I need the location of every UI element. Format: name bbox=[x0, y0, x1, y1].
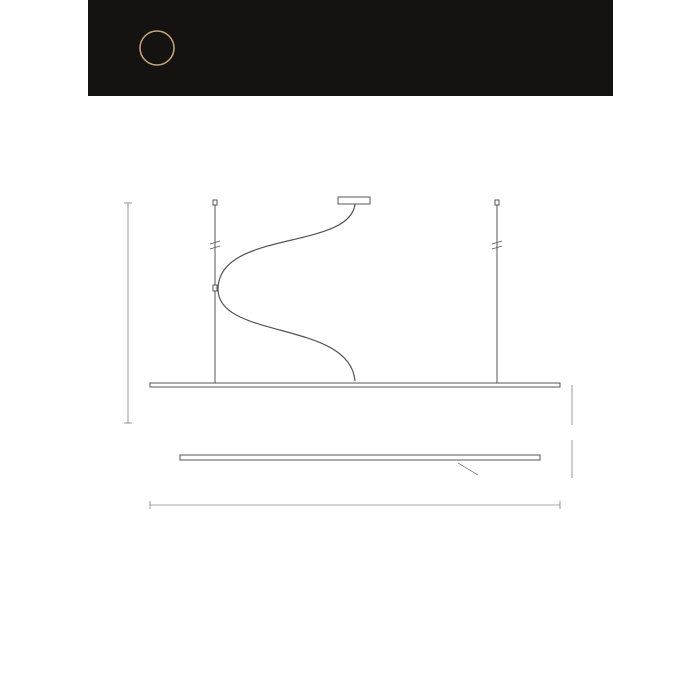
canopy bbox=[338, 197, 370, 204]
instruction-item bbox=[92, 587, 118, 608]
instruction-item bbox=[92, 629, 118, 650]
instruction-list bbox=[92, 566, 118, 692]
lamp-bar bbox=[150, 383, 560, 387]
instruction-item bbox=[92, 650, 118, 671]
instruction-item bbox=[92, 608, 118, 629]
sunburst-decoration bbox=[88, 0, 613, 96]
instruction-item bbox=[92, 671, 118, 692]
sun-circle-icon bbox=[140, 31, 174, 65]
assembly-drawing bbox=[0, 170, 700, 515]
brand-banner bbox=[88, 0, 613, 96]
instruction-item bbox=[92, 566, 118, 587]
power-cord bbox=[218, 204, 355, 381]
top-view-bar bbox=[180, 455, 540, 460]
